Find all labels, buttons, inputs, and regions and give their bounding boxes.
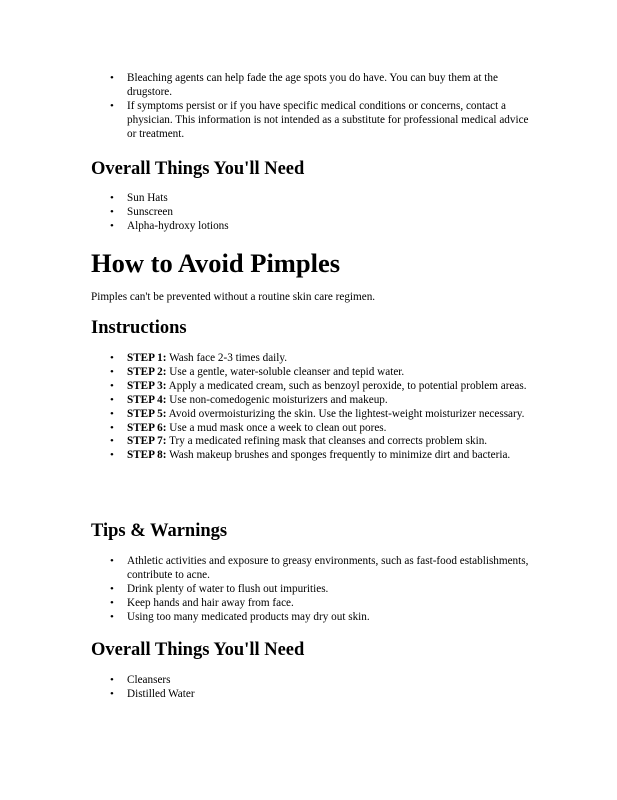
step-text: Avoid overmoisturizing the skin. Use the lightest-weight moisturizer necessary. [166, 407, 525, 420]
step-text: Use a gentle, water-soluble cleanser and tepid water. [166, 365, 405, 378]
things-needed-list-2 [91, 674, 531, 702]
section-heading-things-needed: Overall Things You'll Need [91, 159, 305, 179]
step-label: STEP 5: [127, 407, 167, 420]
step-item [91, 435, 531, 449]
article-title: How to Avoid Pimples [91, 248, 341, 278]
article-intro: Pimples can't be prevented without a routine skin care regimen. [91, 291, 376, 303]
top-bullet-list [91, 72, 531, 142]
step-label: STEP 8: [127, 449, 167, 462]
step-text: Apply a medicated cream, such as benzoyl peroxide, to potential problem areas. [166, 379, 527, 392]
tips-list [91, 555, 531, 625]
list-item: • Bleaching agents can help fade the age spots you do have. You can buy them at the drugstore. [91, 72, 531, 100]
step-text: Use a mud mask once a week to clean out pores. [166, 421, 387, 434]
list-item: • Keep hands and hair away from face. [91, 597, 531, 611]
step-label: STEP 6: [127, 421, 167, 434]
list-item: • Sun Hats [91, 192, 531, 206]
step-item [91, 449, 531, 463]
things-needed-list [91, 192, 531, 234]
step-item [91, 380, 531, 394]
step-label: STEP 2: [127, 365, 167, 378]
list-item: • Using too many medicated products may dry out skin. [91, 611, 531, 625]
list-item: • Cleansers [91, 674, 531, 688]
step-label: STEP 1: [127, 352, 167, 364]
list-item: • Distilled Water [91, 688, 531, 702]
list-item: • Athletic activities and exposure to greasy environments, such as fast-food establishments, contribute to acne. [91, 555, 531, 583]
step-item [91, 352, 531, 366]
section-heading-tips: Tips & Warnings [91, 521, 228, 541]
list-item: • Drink plenty of water to flush out impurities. [91, 583, 531, 597]
list-item: • Alpha-hydroxy lotions [91, 220, 531, 234]
step-item [91, 394, 531, 408]
step-text: Use non-comedogenic moisturizers and makeup. [166, 393, 388, 406]
section-heading-instructions: Instructions [91, 318, 187, 338]
step-label: STEP 7: [127, 435, 167, 448]
list-item: • Sunscreen [91, 206, 531, 220]
step-item [91, 366, 531, 380]
step-label: STEP 4: [127, 393, 167, 406]
step-text: Wash makeup brushes and sponges frequently to minimize dirt and bacteria. [166, 449, 511, 462]
section-heading-things-needed-2: Overall Things You'll Need [91, 640, 305, 660]
step-item [91, 422, 531, 436]
step-text: Wash face 2-3 times daily. [166, 352, 288, 364]
list-item: • If symptoms persist or if you have specific medical conditions or concerns, contact a physician. This information is not intended as a substitute for professional medical advice or treatment. [91, 100, 531, 142]
instructions-list [91, 352, 531, 463]
step-text: Try a medicated refining mask that cleanses and corrects problem skin. [166, 435, 488, 448]
step-item [91, 408, 531, 422]
step-label: STEP 3: [127, 379, 167, 392]
